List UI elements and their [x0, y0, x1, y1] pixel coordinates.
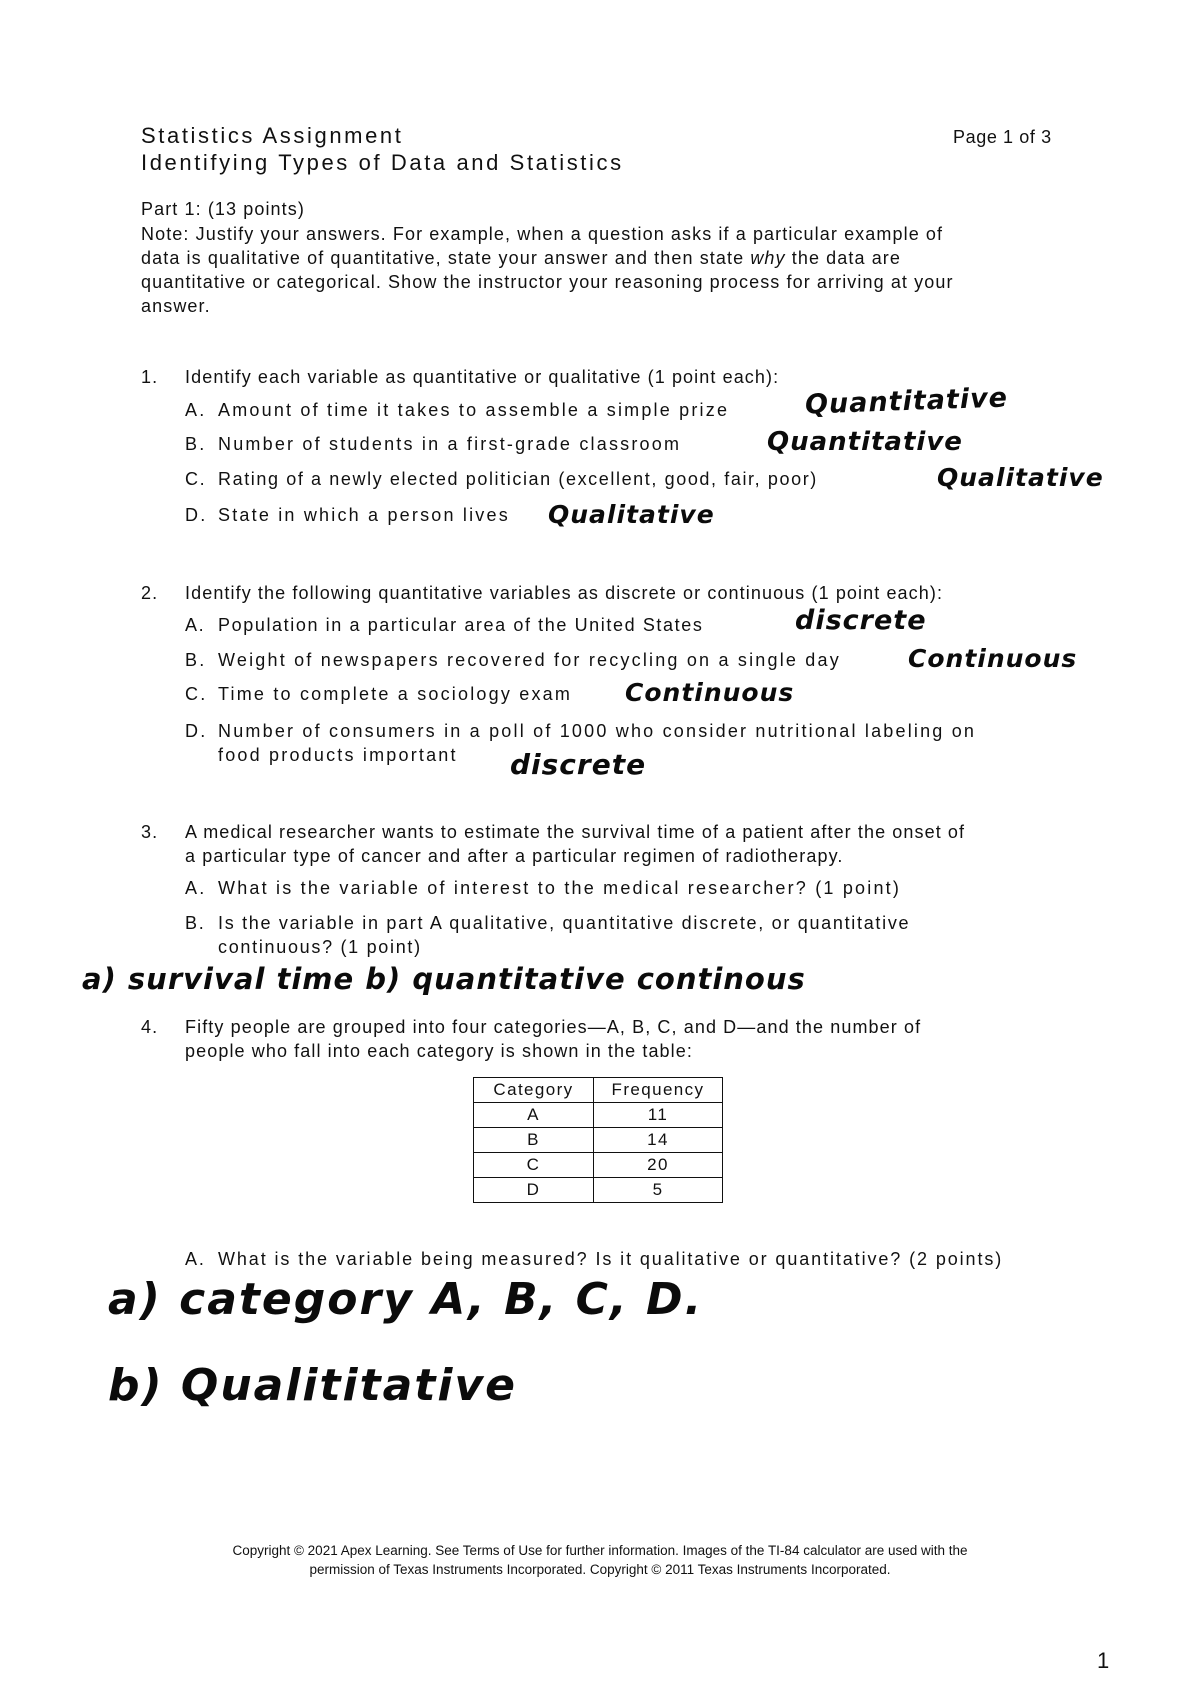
q2-c-text: Time to complete a sociology exam [218, 684, 573, 704]
table-row [474, 1128, 723, 1153]
q2-b-letter: B. [185, 650, 207, 670]
q4-a-letter: A. [185, 1249, 206, 1269]
q1-b-text: Number of students in a first-grade classroom [218, 434, 682, 454]
q1-c-text: Rating of a newly elected politician (excellent, good, fair, poor) [218, 469, 818, 489]
q1-d-handwritten-answer: Qualitative [548, 500, 715, 529]
note-line-4: answer. [141, 296, 211, 316]
q3-a-text: What is the variable of interest to the medical researcher? (1 point) [218, 878, 902, 898]
q1-a-text: Amount of time it takes to assemble a simple prize [218, 400, 730, 420]
table-cell-category: D [474, 1178, 594, 1203]
q3-b-letter: B. [185, 913, 206, 933]
q2-a-letter: A. [185, 615, 206, 635]
q2-d-text: Number of consumers in a poll of 1000 who consider nutritional labeling on [218, 721, 977, 741]
q4-handwritten-answer-a: a) category A, B, C, D. [108, 1274, 704, 1325]
q1-b-handwritten-answer: Quantitative [767, 427, 963, 457]
q1-a-letter: A. [185, 400, 207, 420]
document-title: Statistics Assignment [141, 123, 404, 148]
q2-c-handwritten-answer: Continuous [625, 678, 795, 707]
question-3-number: 3. [141, 822, 159, 842]
note-line-1: Note: Justify your answers. For example, when a question asks if a particular example of [141, 224, 944, 244]
note-emphasis: why [750, 248, 786, 268]
question-4-prompt-cont: people who fall into each category is shown in the table: [185, 1041, 693, 1061]
q1-c-letter: C. [185, 469, 207, 489]
document-subtitle: Identifying Types of Data and Statistics [141, 150, 624, 175]
q4-handwritten-answer-b: b) Qualititative [108, 1360, 517, 1411]
page-number: 1 [1097, 1648, 1110, 1673]
question-1-number: 1. [141, 367, 159, 387]
part-heading: Part 1: (13 points) [141, 199, 305, 219]
q3-b-text: Is the variable in part A qualitative, quantitative discrete, or quantitative [218, 913, 911, 933]
q2-a-handwritten-answer: discrete [795, 605, 927, 636]
table-header-category: Category [474, 1078, 594, 1103]
copyright-line-2: permission of Texas Instruments Incorporated. Copyright © 2011 Texas Instruments Incorporated. [309, 1562, 891, 1577]
q1-a-handwritten-answer: Quantitative [804, 382, 1009, 421]
q2-d-letter: D. [185, 721, 208, 741]
question-3-prompt: A medical researcher wants to estimate the survival time of a patient after the onset of [185, 822, 966, 842]
q2-c-letter: C. [185, 684, 208, 704]
table-cell-category: C [474, 1153, 594, 1178]
table-cell-frequency: 20 [594, 1153, 723, 1178]
table-cell-category: A [474, 1103, 594, 1128]
question-4-number: 4. [141, 1017, 159, 1037]
page-indicator: Page 1 of 3 [953, 127, 1052, 147]
q1-b-letter: B. [185, 434, 207, 454]
question-2-prompt: Identify the following quantitative variables as discrete or continuous (1 point each): [185, 583, 944, 603]
q3-b-text-cont: continuous? (1 point) [218, 937, 422, 957]
question-2-number: 2. [141, 583, 159, 603]
copyright-line-1: Copyright © 2021 Apex Learning. See Terms of Use for further information. Images of the TI-84 calculator are used with the [232, 1543, 968, 1558]
table-row [474, 1103, 723, 1128]
q1-d-letter: D. [185, 505, 208, 525]
question-4-prompt: Fifty people are grouped into four categories—A, B, C, and D—and the number of [185, 1017, 922, 1037]
frequency-table [473, 1077, 723, 1203]
note-line-2: data is qualitative of quantitative, state your answer and then state why the data are [141, 248, 902, 268]
q1-d-text: State in which a person lives [218, 505, 510, 525]
table-row [474, 1178, 723, 1203]
q2-b-text: Weight of newspapers recovered for recycling on a single day [218, 650, 841, 670]
question-1-prompt: Identify each variable as quantitative or qualitative (1 point each): [185, 367, 780, 387]
table-cell-category: B [474, 1128, 594, 1153]
question-3-prompt-cont: a particular type of cancer and after a particular regimen of radiotherapy. [185, 846, 844, 866]
note-line-3: quantitative or categorical. Show the instructor your reasoning process for arriving at your [141, 272, 954, 292]
q2-d-handwritten-answer: discrete [510, 748, 647, 781]
q2-a-text: Population in a particular area of the United States [218, 615, 704, 635]
table-cell-frequency: 14 [594, 1128, 723, 1153]
q2-b-handwritten-answer: Continuous [908, 644, 1078, 673]
q1-c-handwritten-answer: Qualitative [937, 463, 1104, 492]
table-cell-frequency: 5 [594, 1178, 723, 1203]
table-header-row [474, 1078, 723, 1103]
q3-handwritten-answer: a) survival time b) quantitative continous [82, 962, 806, 996]
q4-a-text: What is the variable being measured? Is it qualitative or quantitative? (2 points) [218, 1249, 1004, 1269]
table-cell-frequency: 11 [594, 1103, 723, 1128]
table-header-frequency: Frequency [594, 1078, 723, 1103]
q2-d-text-cont: food products important [218, 745, 458, 765]
table-row [474, 1153, 723, 1178]
q3-a-letter: A. [185, 878, 207, 898]
